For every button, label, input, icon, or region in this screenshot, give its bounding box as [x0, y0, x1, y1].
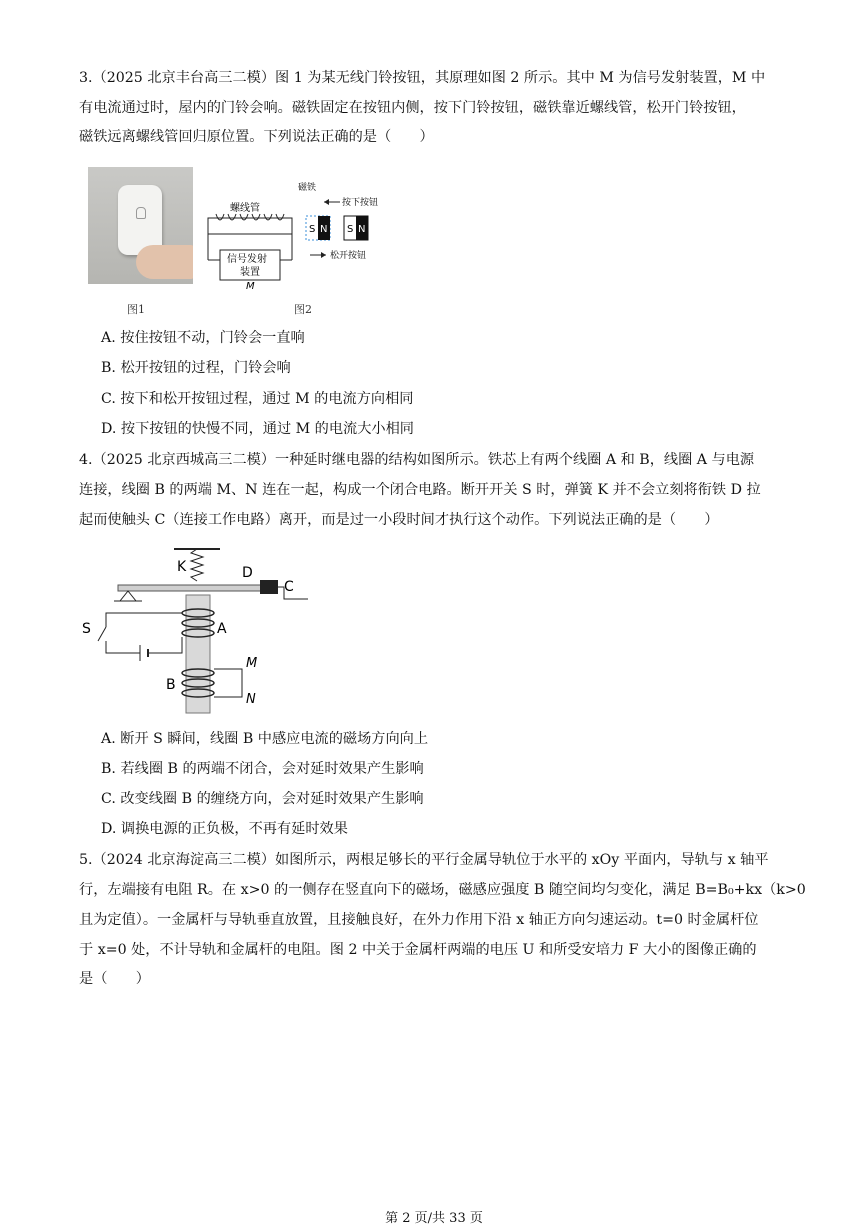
contact-block: [260, 580, 278, 594]
label-a: A: [217, 621, 227, 637]
q3-option-a: A. 按住按钮不动，门铃会一直响: [101, 330, 305, 346]
q4-option-c: C. 改变线圈 B 的缠绕方向，会对延时效果产生影响: [101, 791, 424, 807]
label-m: M: [246, 656, 258, 671]
q3-line-2: 有电流通过时，屋内的门铃会响。磁铁固定在按钮内侧，按下门铃按钮，磁铁靠近螺线管，松开门铃按钮，: [79, 100, 746, 116]
magnet-near-s: S: [309, 224, 316, 235]
bell-logo-icon: [136, 207, 146, 219]
q3-figure-2-diagram: [200, 178, 385, 293]
q4-option-d: D. 调换电源的正负极，不再有延时效果: [101, 821, 348, 837]
q4-line-3: 起而使触头 C（连接工作电路）离开，而是过一小段时间才执行这个动作。下列说法正确的是（ ）: [79, 512, 719, 528]
magnet-near-n: N: [320, 224, 328, 235]
armature-d: [118, 585, 268, 591]
q5-line-4: 于 x=0 处，不计导轨和金属杆的电阻。图 2 中关于金属杆两端的电压 U 和所受安培力 F 大小的图像正确的: [79, 942, 757, 958]
q5-line-2: 行，左端接有电阻 R。在 x>0 的一侧存在竖直向下的磁场，磁感应强度 B 随空间均匀变化，满足 B=B₀+kx（k>0: [79, 882, 806, 898]
q3-fig2-caption: 图2: [294, 303, 312, 316]
q3-option-d: D. 按下按钮的快慢不同，通过 M 的电流大小相同: [101, 421, 414, 437]
q4-relay-diagram: [78, 543, 318, 715]
finger: [136, 245, 193, 279]
pivot: [120, 591, 136, 601]
label-s: S: [82, 621, 91, 637]
q3-line-3: 磁铁远离螺线管回归原位置。下列说法正确的是（ ）: [79, 129, 434, 145]
q3-option-b: B. 松开按钮的过程，门铃会响: [101, 360, 291, 376]
device-symbol-m: M: [246, 281, 255, 292]
release-label: 松开按钮: [330, 251, 367, 261]
q4-line-1: 4.（2025 北京西城高三二模）一种延时继电器的结构如图所示。铁芯上有两个线圈 A 和 B，线圈 A 与电源: [79, 452, 755, 468]
magnet-far-s: S: [347, 224, 354, 235]
q3-figure-1-photo: [88, 167, 193, 284]
magnet-far-n: N: [358, 224, 366, 235]
label-k: K: [177, 559, 187, 575]
label-c: C: [284, 579, 294, 595]
press-label: 按下按钮: [342, 198, 379, 208]
label-d: D: [242, 565, 253, 581]
q5-line-1: 5.（2024 北京海淀高三二模）如图所示，两根足够长的平行金属导轨位于水平的 xOy 平面内，导轨与 x 轴平: [79, 852, 769, 868]
q3-option-c: C. 按下和松开按钮过程，通过 M 的电流方向相同: [101, 391, 414, 407]
solenoid-label: 螺线管: [230, 203, 260, 214]
magnet-label: 磁铁: [298, 183, 317, 193]
press-arrow-head: [324, 199, 329, 205]
q5-line-5: 是（ ）: [79, 971, 150, 987]
q4-line-2: 连接，线圈 B 的两端 M、N 连在一起，构成一个闭合电路。断开开关 S 时，弹簧 K 并不会立刻将衔铁 D 拉: [79, 482, 761, 498]
q4-option-a: A. 断开 S 瞬间，线圈 B 中感应电流的磁场方向向上: [101, 731, 429, 747]
device-label-1: 信号发射: [227, 254, 267, 265]
device-label-2: 装置: [240, 267, 260, 278]
q3-fig1-caption: 图1: [127, 303, 145, 316]
circuit-a: [106, 613, 182, 653]
label-b: B: [166, 677, 176, 693]
label-n: N: [246, 692, 256, 707]
switch-s: [98, 627, 106, 641]
circuit-b: [214, 669, 242, 697]
q4-option-b: B. 若线圈 B 的两端不闭合，会对延时效果产生影响: [101, 761, 424, 777]
release-arrow-head: [321, 252, 326, 258]
q5-line-3: 且为定值）。一金属杆与导轨垂直放置，且接触良好，在外力作用下沿 x 轴正方向匀速运动。t=0 时金属杆位: [79, 912, 759, 928]
iron-core: [186, 595, 210, 713]
page-footer: 第 2 页/共 33 页: [385, 1211, 483, 1226]
spring-k: [191, 549, 203, 581]
q3-line-1: 3.（2025 北京丰台高三二模）图 1 为某无线门铃按钮，其原理如图 2 所示。其中 M 为信号发射装置，M 中: [79, 70, 766, 86]
